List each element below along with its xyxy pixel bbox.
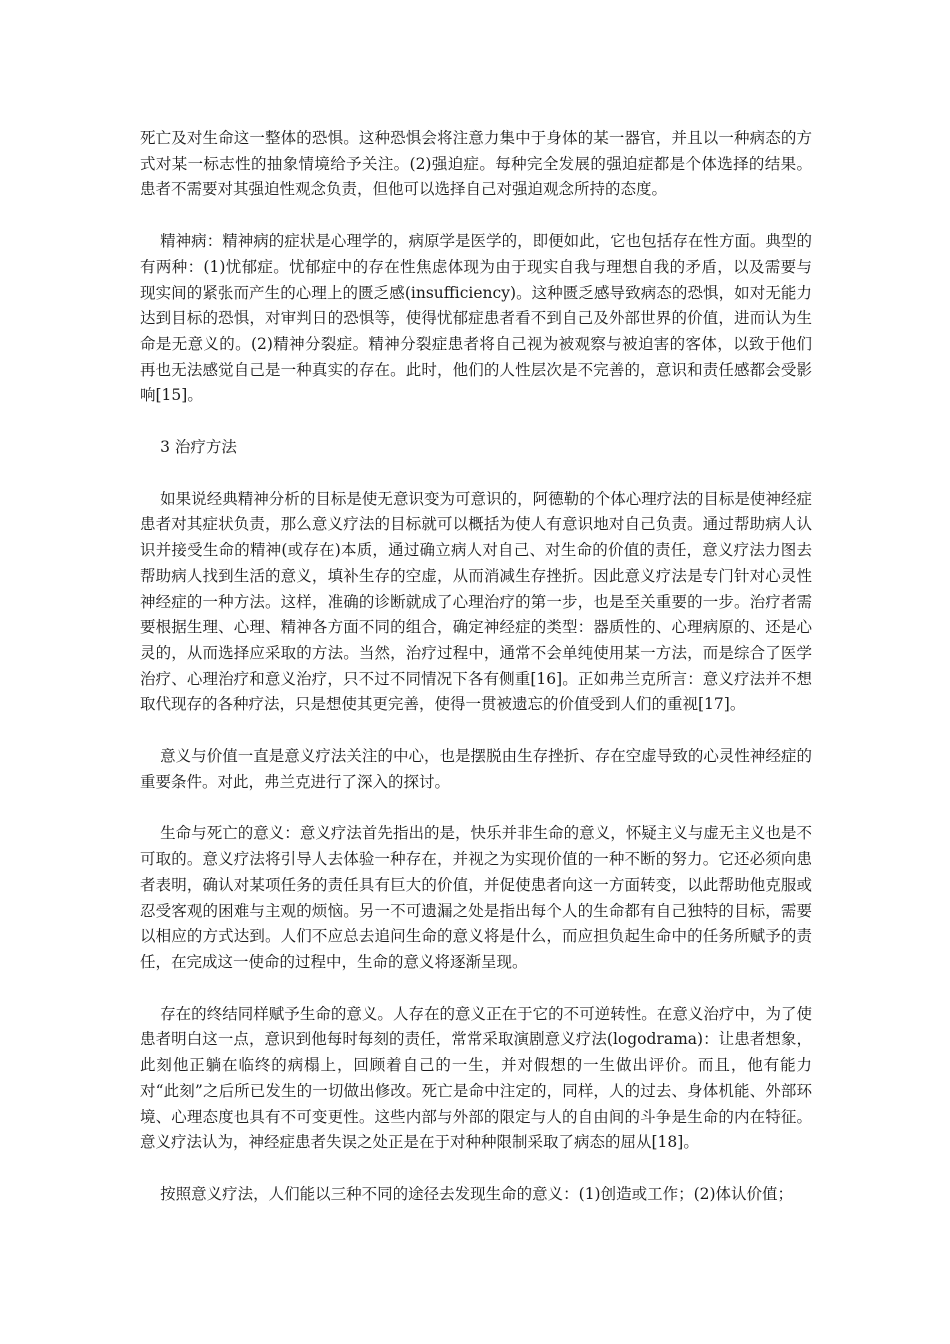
paragraph-continued: 死亡及对生命这一整体的恐惧。这种恐惧会将注意力集中于身体的某一器官，并且以一种病态的方式对某一标志性的抽象情境给予关注。(2)强迫症。每种完全发展的强迫症都是个体选择的结果。患者不需要对其强迫性观念负责，但他可以选择自己对强迫观念所持的态度。 [140, 129, 812, 199]
paragraph-life-death: 生命与死亡的意义：意义疗法首先指出的是，快乐并非生命的意义，怀疑主义与虚无主义也是不可取的。意义疗法将引导人去体验一种存在，并视之为实现价值的一种不断的努力。它还必须向患者表明，确认对某项任务的责任具有巨大的价值，并促使患者向这一方面转变，以此帮助他克服或忍受客观的困难与主观的烦恼。另一不可遗漏之处是指出每个人的生命都有自己独特的目标，需要以相应的方式达到。人们不应总去追问生命的意义将是什么，而应担负起生命中的任务所赋予的责任，在完成这一使命的过程中，生命的意义将逐渐呈现。 [140, 824, 812, 971]
document-body [140, 126, 812, 1234]
paragraph-three-paths: 按照意义疗法，人们能以三种不同的途径去发现生命的意义：(1)创造或工作；(2)体认价值； [160, 1184, 794, 1203]
paragraph-existence-end: 存在的终结同样赋予生命的意义。人存在的意义正在于它的不可逆转性。在意义治疗中，为了使患者明白这一点，意识到他每时每刻的责任，常常采取演剧意义疗法(logodrama)：让患者想象，此刻他正躺在临终的病榻上，回顾着自己的一生，并对假想的一生做出评价。而且，他有能力对“此刻”之后所已发生的一切做出修改。死亡是命中注定的，同样，人的过去、身体机能、外部环境、心理态度也具有不可变更性。这些内部与外部的限定与人的自由间的斗争是生命的内在特征。意义疗法认为，神经症患者失误之处正是在于对种种限制采取了病态的屈从[18]。 [140, 1004, 812, 1152]
paragraph-meaning-value: 意义与价值一直是意义疗法关注的中心，也是摆脱由生存挫折、存在空虚导致的心灵性神经症的重要条件。对此，弗兰克进行了深入的探讨。 [140, 747, 812, 791]
paragraph-psychosis: 精神病：精神病的症状是心理学的，病原学是医学的，即便如此，它也包括存在性方面。典型的有两种：(1)忧郁症。忧郁症中的存在性焦虑体现为由于现实自我与理想自我的矛盾，以及需要与现实间的紧张而产生的心理上的匮乏感(insufficiency)。这种匮乏感导致病态的恐惧，如对无能力达到目标的恐惧，对审判日的恐惧等，使得忧郁症患者看不到自己及外部世界的价值，进而认为生命是无意义的。(2)精神分裂症。精神分裂症患者将自己视为被观察与被迫害的客体，以致于他们再也无法感觉自己是一种真实的存在。此时，他们的人性层次是不完善的，意识和责任感都会受影响[15]。 [140, 232, 812, 405]
paragraph-treatment-goal: 如果说经典精神分析的目标是使无意识变为可意识的，阿德勒的个体心理疗法的目标是使神经症患者对其症状负责，那么意义疗法的目标就可以概括为使人有意识地对自己负责。通过帮助病人认识并接受生命的精神(或存在)本质，通过确立病人对自己、对生命的价值的责任，意义疗法力图去帮助病人找到生活的意义，填补生存的空虚，从而消减生存挫折。因此意义疗法是专门针对心灵性神经症的一种方法。这样，准确的诊断就成了心理治疗的第一步，也是至关重要的一步。治疗者需要根据生理、心理、精神各方面不同的组合，确定神经症的类型：器质性的、心理病原的、还是心灵的，从而选择应采取的方法。当然，治疗过程中，通常不会单纯使用某一方法，而是综合了医学治疗、心理治疗和意义治疗，只不过不同情况下各有侧重[16]。正如弗兰克所言：意义疗法并不想取代现存的各种疗法，只是想使其更完善，使得一贯被遗忘的价值受到人们的重视[17]。 [140, 489, 812, 714]
section-heading-treatment: 3 治疗方法 [160, 438, 237, 457]
